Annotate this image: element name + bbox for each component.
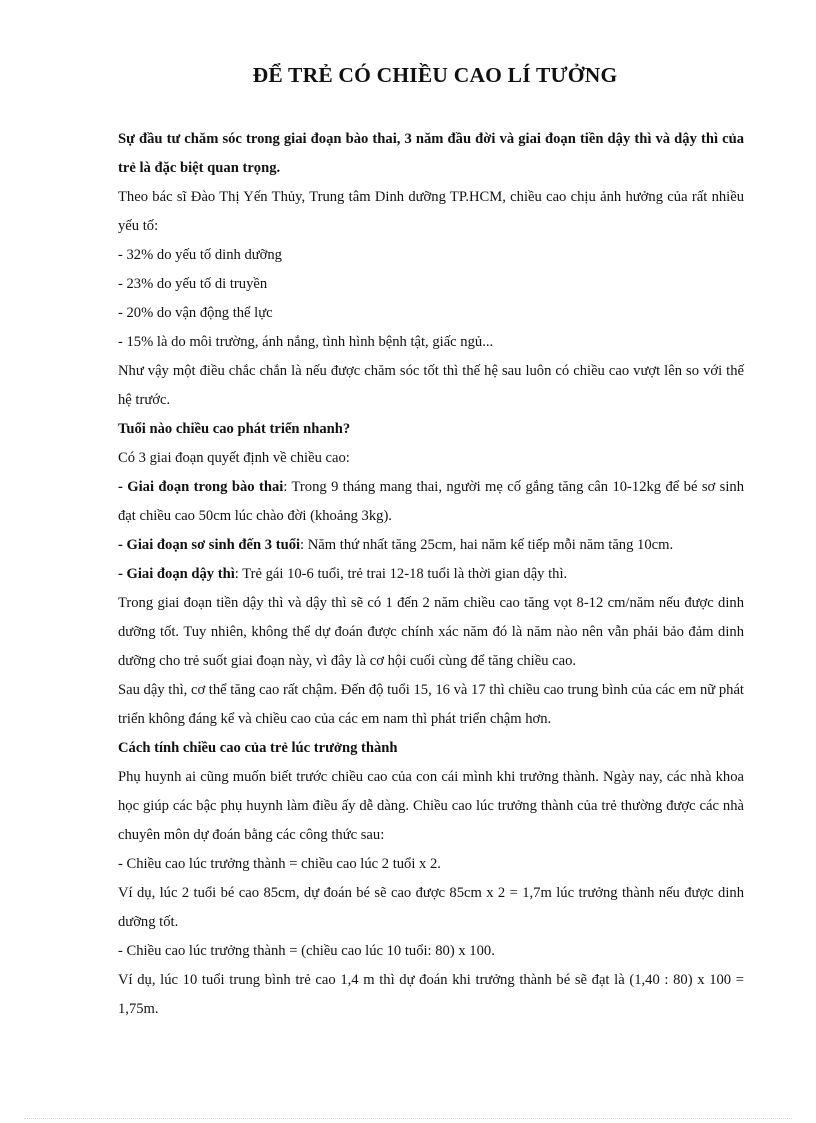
document-title: ĐỂ TRẺ CÓ CHIỀU CAO LÍ TƯỞNG [252, 63, 618, 87]
stage-text: : Năm thứ nhất tăng 25cm, hai năm kế tiếp mỗi năm tăng 10cm. [300, 537, 674, 553]
formula-item: - Chiều cao lúc trưởng thành = (chiều cao lúc 10 tuổi: 80) x 100. [118, 943, 495, 959]
puberty-paragraph: Trong giai đoạn tiền dậy thì và dậy thì sẽ có 1 đến 2 năm chiều cao tăng vọt 8-12 cm/năm nếu được dinh dưỡng tốt. Tuy nhiên, không thể dự đoán được chính xác năm đó là năm nào nên vẫn phải bảo đảm dinh dưỡng cho trẻ suốt giai đoạn này, vì đây là cơ hội cuối cùng để tăng chiều cao. [118, 595, 744, 669]
stage-item [118, 560, 744, 589]
intro-bold-paragraph: Sự đầu tư chăm sóc trong giai đoạn bào thai, 3 năm đầu đời và giai đoạn tiền dậy thì và dậy thì của trẻ là đặc biệt quan trọng. [118, 131, 744, 176]
page-bottom-divider [24, 1118, 792, 1119]
formula-intro-paragraph: Phụ huynh ai cũng muốn biết trước chiều cao của con cái mình khi trưởng thành. Ngày nay, các nhà khoa học giúp các bậc phụ huynh làm điều ấy dễ dàng. Chiều cao lúc trưởng thành của trẻ thường được các nhà chuyên môn dự đoán bằng các công thức sau: [118, 769, 744, 843]
example-paragraph: Ví dụ, lúc 10 tuổi trung bình trẻ cao 1,4 m thì dự đoán khi trưởng thành bé sẽ đạt là (1,40 : 80) x 100 = 1,75m. [118, 972, 744, 1017]
formula-item: - Chiều cao lúc trưởng thành = chiều cao lúc 2 tuổi x 2. [118, 856, 441, 872]
example-paragraph: Ví dụ, lúc 2 tuổi bé cao 85cm, dự đoán bé sẽ cao được 85cm x 2 = 1,7m lúc trưởng thành nếu được dinh dưỡng tốt. [118, 885, 744, 930]
factor-item: - 20% do vận động thể lực [118, 305, 273, 321]
after-puberty-paragraph: Sau dậy thì, cơ thể tăng cao rất chậm. Đến độ tuổi 15, 16 và 17 thì chiều cao trung bình của các em nữ phát triển không đáng kể và chiều cao của các em nam thì phát triển chậm hơn. [118, 682, 744, 727]
factor-item: - 32% do yếu tố dinh dưỡng [118, 247, 282, 263]
stage-text: : Trẻ gái 10-6 tuổi, trẻ trai 12-18 tuổi là thời gian dậy thì. [234, 566, 568, 582]
factor-item: - 15% là do môi trường, ánh nắng, tình hình bệnh tật, giấc ngủ... [118, 334, 494, 350]
document-body [118, 125, 744, 1024]
section-heading-growth: Tuổi nào chiều cao phát triển nhanh? [118, 421, 351, 437]
intro-paragraph: Theo bác sĩ Đào Thị Yến Thủy, Trung tâm Dinh dưỡng TP.HCM, chiều cao chịu ảnh hưởng của rất nhiều yếu tố: [118, 189, 744, 234]
factor-item: - 23% do yếu tố di truyền [118, 276, 268, 292]
stage-label: - Giai đoạn dậy thì [118, 566, 235, 582]
stage-item [118, 531, 744, 560]
stage-text: : Trong 9 tháng mang thai, người mẹ cố gắng tăng cân 10-12kg để bé sơ sinh đạt chiều cao 50cm lúc chào đời (khoảng 3kg). [118, 479, 744, 524]
section-heading-formula: Cách tính chiều cao của trẻ lúc trưởng thành [118, 740, 398, 756]
conclusion-paragraph: Như vậy một điều chắc chắn là nếu được chăm sóc tốt thì thế hệ sau luôn có chiều cao vượt lên so với thế hệ trước. [118, 363, 744, 408]
stage-item [118, 473, 744, 531]
stage-label: - Giai đoạn sơ sinh đến 3 tuổi [118, 537, 301, 553]
stages-intro: Có 3 giai đoạn quyết định về chiều cao: [118, 450, 350, 466]
stage-label: - Giai đoạn trong bào thai [118, 479, 284, 495]
